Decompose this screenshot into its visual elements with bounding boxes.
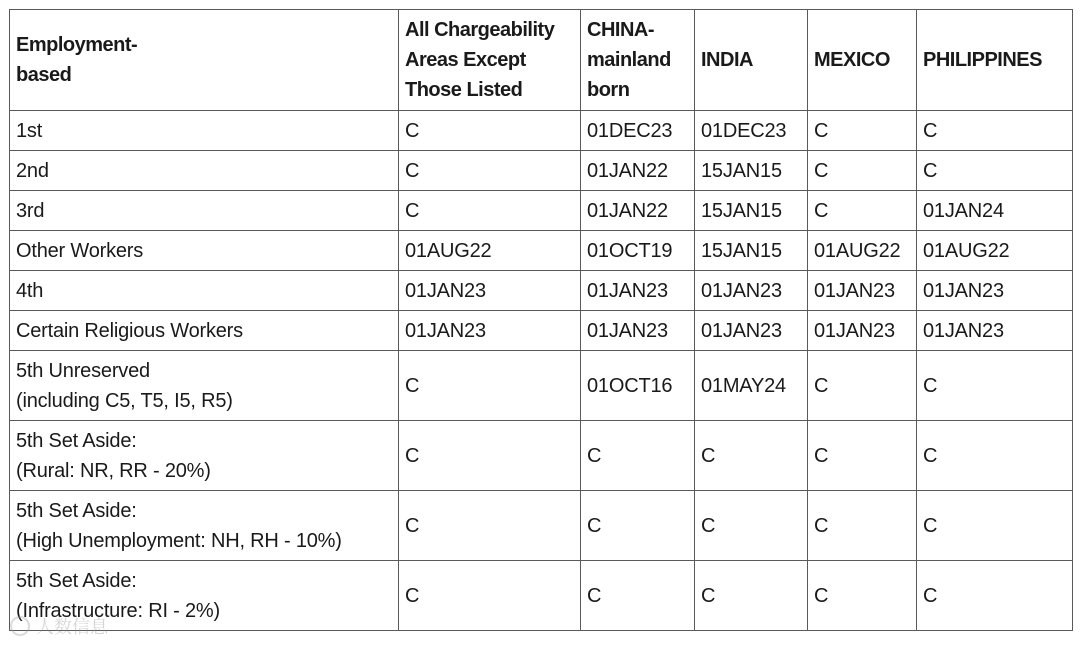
category-text: 5th Set Aside: xyxy=(16,429,137,452)
category-cell xyxy=(10,311,399,351)
category-cell xyxy=(10,191,399,231)
date-cell: C xyxy=(808,151,917,191)
date-cell: C xyxy=(695,491,808,561)
header-china xyxy=(581,10,695,111)
header-text-line: PHILIPPINES xyxy=(923,49,1042,71)
header-text-line: MEXICO xyxy=(814,49,890,71)
date-cell: 01JAN23 xyxy=(808,311,917,351)
date-cell: 01JAN22 xyxy=(581,191,695,231)
category-cell xyxy=(10,421,399,491)
category-text: 3rd xyxy=(16,199,45,222)
date-cell: C xyxy=(581,561,695,631)
header-india xyxy=(695,10,808,111)
date-cell: C xyxy=(399,151,581,191)
date-cell: C xyxy=(808,111,917,151)
date-cell: C xyxy=(399,421,581,491)
date-cell: 01JAN23 xyxy=(695,311,808,351)
date-cell: 15JAN15 xyxy=(695,151,808,191)
category-cell xyxy=(10,491,399,561)
header-philippines xyxy=(917,10,1073,111)
date-cell: 01JAN23 xyxy=(917,271,1073,311)
date-cell: 01JAN24 xyxy=(917,191,1073,231)
category-text: Certain Religious Workers xyxy=(16,319,243,342)
employment-based-final-action-dates-table xyxy=(9,9,1073,631)
date-cell: 01JAN23 xyxy=(399,271,581,311)
category-cell xyxy=(10,271,399,311)
header-text-line: born xyxy=(587,79,630,101)
date-cell: C xyxy=(399,351,581,421)
table-row xyxy=(10,351,1073,421)
date-cell: C xyxy=(808,561,917,631)
date-cell: 01OCT19 xyxy=(581,231,695,271)
date-cell: 01JAN23 xyxy=(808,271,917,311)
category-text: (Infrastructure: RI - 2%) xyxy=(16,599,220,622)
date-cell: C xyxy=(581,491,695,561)
header-text-line: CHINA- xyxy=(587,19,654,41)
header-text-line: INDIA xyxy=(701,49,753,71)
category-text: 4th xyxy=(16,279,44,302)
date-cell: C xyxy=(808,491,917,561)
table-row xyxy=(10,271,1073,311)
date-cell: C xyxy=(917,491,1073,561)
header-all-chargeability xyxy=(399,10,581,111)
category-cell xyxy=(10,231,399,271)
category-text: (High Unemployment: NH, RH - 10%) xyxy=(16,529,342,552)
date-cell: C xyxy=(808,351,917,421)
date-cell: 01JAN23 xyxy=(399,311,581,351)
table-row xyxy=(10,491,1073,561)
date-cell: 01JAN23 xyxy=(917,311,1073,351)
header-text-line: Areas Except xyxy=(405,49,526,71)
date-cell: C xyxy=(917,561,1073,631)
date-cell: C xyxy=(917,111,1073,151)
date-cell: 01MAY24 xyxy=(695,351,808,421)
header-employment-based xyxy=(10,10,399,111)
date-cell: C xyxy=(399,561,581,631)
category-cell xyxy=(10,351,399,421)
category-text: 5th Set Aside: xyxy=(16,569,137,592)
date-cell: 01JAN23 xyxy=(581,271,695,311)
date-cell: 15JAN15 xyxy=(695,191,808,231)
date-cell: C xyxy=(808,421,917,491)
category-cell xyxy=(10,111,399,151)
header-text-line: based xyxy=(16,64,72,86)
header-mexico xyxy=(808,10,917,111)
category-text: (Rural: NR, RR - 20%) xyxy=(16,459,211,482)
date-cell: C xyxy=(808,191,917,231)
date-cell: C xyxy=(917,421,1073,491)
category-text: 5th Set Aside: xyxy=(16,499,137,522)
header-text-line: All Chargeability xyxy=(405,19,555,41)
header-row xyxy=(10,10,1073,111)
table-body xyxy=(10,111,1073,631)
table-header xyxy=(10,10,1073,111)
table-row xyxy=(10,421,1073,491)
date-cell: 01AUG22 xyxy=(808,231,917,271)
table-row xyxy=(10,561,1073,631)
date-cell: C xyxy=(917,151,1073,191)
date-cell: C xyxy=(917,351,1073,421)
date-cell: 01JAN23 xyxy=(695,271,808,311)
date-cell: C xyxy=(399,111,581,151)
category-text: 1st xyxy=(16,119,43,142)
date-cell: 01DEC23 xyxy=(581,111,695,151)
date-cell: 01AUG22 xyxy=(917,231,1073,271)
category-text: Other Workers xyxy=(16,239,144,262)
date-cell: C xyxy=(695,421,808,491)
date-cell: 01AUG22 xyxy=(399,231,581,271)
table-row xyxy=(10,151,1073,191)
category-text: (including C5, T5, I5, R5) xyxy=(16,389,233,412)
category-text: 5th Unreserved xyxy=(16,359,150,382)
header-text-line: mainland xyxy=(587,49,671,71)
date-cell: 01DEC23 xyxy=(695,111,808,151)
category-cell xyxy=(10,561,399,631)
date-cell: C xyxy=(581,421,695,491)
visa-bulletin-table-container xyxy=(9,9,1072,631)
category-cell xyxy=(10,151,399,191)
table-row xyxy=(10,231,1073,271)
header-text-line: Those Listed xyxy=(405,79,523,101)
watermark-text: 人数信息 xyxy=(36,617,108,637)
date-cell: 01JAN23 xyxy=(581,311,695,351)
table-row xyxy=(10,111,1073,151)
date-cell: 15JAN15 xyxy=(695,231,808,271)
table-row xyxy=(10,191,1073,231)
date-cell: C xyxy=(399,191,581,231)
date-cell: 01JAN22 xyxy=(581,151,695,191)
date-cell: C xyxy=(695,561,808,631)
category-text: 2nd xyxy=(16,159,49,182)
date-cell: C xyxy=(399,491,581,561)
table-row xyxy=(10,311,1073,351)
header-text-line: Employment- xyxy=(16,34,138,56)
date-cell: 01OCT16 xyxy=(581,351,695,421)
